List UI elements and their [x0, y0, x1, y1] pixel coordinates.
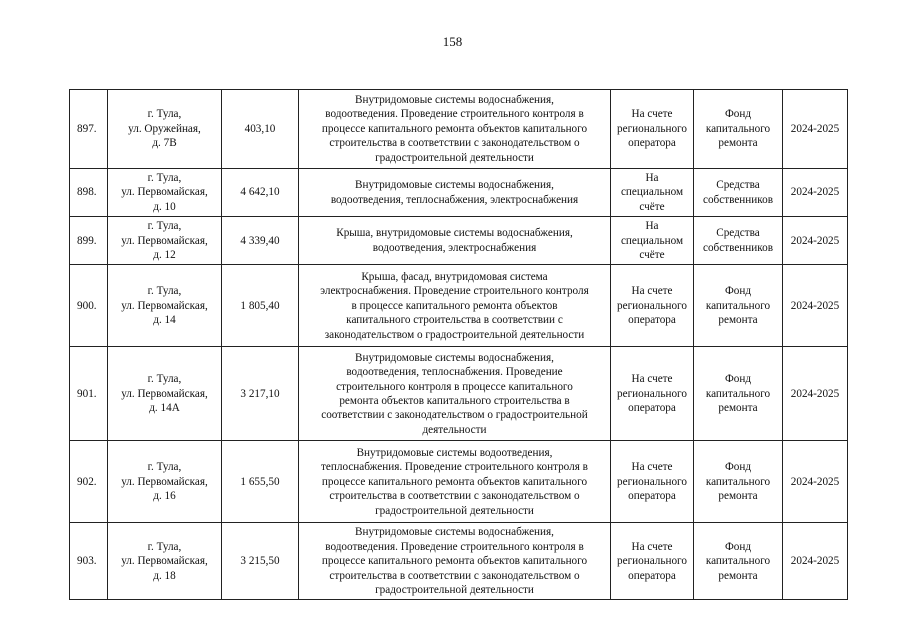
account-cell: [611, 441, 694, 523]
works-cell-line: процессе капитального ремонта объектов капитального: [321, 475, 588, 488]
account-cell-line: счёте: [639, 200, 665, 213]
period-cell: 2024-2025: [783, 523, 848, 600]
works-cell-line: законодательством о градостроительной деятельности: [324, 328, 585, 341]
works-cell-line: Внутридомовые системы водоснабжения,: [355, 526, 554, 539]
account-cell-line: На счете: [631, 373, 673, 386]
account-cell-line: оператора: [628, 137, 676, 150]
row-number: 903.: [70, 523, 108, 600]
funding-source-cell-line: капитального: [705, 555, 771, 568]
works-cell-line: Внутридомовые системы водоотведения,: [356, 446, 553, 459]
funding-source-cell-line: Фонд: [724, 373, 752, 386]
account-cell-line: специальном: [620, 234, 684, 247]
address-cell-line: г. Тула,: [147, 285, 182, 298]
works-cell-line: строительства в соответствии с законодательством о: [329, 137, 580, 150]
funding-source-cell: [694, 523, 783, 600]
table-row: [70, 265, 848, 347]
area-cell: 4 642,10: [222, 169, 299, 217]
address-cell: [108, 441, 222, 523]
works-cell-line: электроснабжения. Проведение строительного контроля: [320, 285, 589, 298]
address-cell-line: г. Тула,: [147, 461, 182, 474]
funding-source-cell-line: собственников: [703, 193, 773, 206]
account-cell: [611, 265, 694, 347]
works-cell-line: водоотведения, теплоснабжения. Проведение: [346, 366, 563, 379]
works-cell-line: строительства в соответствии с законодательством о: [329, 569, 580, 582]
account-cell-line: регионального: [617, 475, 687, 488]
funding-source-cell-line: капитального: [705, 475, 771, 488]
works-cell: [299, 217, 611, 265]
funding-source-cell-line: капитального: [705, 299, 771, 312]
works-cell: [299, 523, 611, 600]
funding-source-cell-line: ремонта: [718, 490, 758, 503]
address-cell-line: д. 12: [153, 249, 176, 262]
area-cell: 3 217,10: [222, 347, 299, 441]
address-cell-line: г. Тула,: [147, 220, 182, 233]
funding-source-cell-line: собственников: [703, 241, 773, 254]
works-cell-line: водоотведения. Проведение строительного контроля в: [325, 108, 584, 121]
account-cell: [611, 523, 694, 600]
area-cell: 1 805,40: [222, 265, 299, 347]
account-cell-line: специальном: [620, 186, 684, 199]
funding-source-cell-line: ремонта: [718, 137, 758, 150]
account-cell: [611, 347, 694, 441]
works-cell: [299, 347, 611, 441]
row-number: 901.: [70, 347, 108, 441]
funding-source-cell: [694, 441, 783, 523]
area-cell: 4 339,40: [222, 217, 299, 265]
address-cell-line: ул. Первомайская,: [121, 387, 208, 400]
works-cell-line: строительства в соответствии с законодательством о: [329, 490, 580, 503]
period-cell: 2024-2025: [783, 347, 848, 441]
address-cell-line: ул. Первомайская,: [121, 475, 208, 488]
account-cell-line: оператора: [628, 314, 676, 327]
row-number: 897.: [70, 90, 108, 169]
works-cell-line: капитального строительства в соответствии с: [346, 314, 563, 327]
account-cell-line: оператора: [628, 569, 676, 582]
period-cell: 2024-2025: [783, 90, 848, 169]
account-cell-line: На: [645, 172, 659, 184]
funding-source-cell-line: Фонд: [724, 285, 752, 298]
address-cell-line: ул. Первомайская,: [121, 234, 208, 247]
address-cell: [108, 169, 222, 217]
row-number: 900.: [70, 265, 108, 347]
funding-source-cell-line: Средства: [716, 179, 760, 192]
works-cell-line: Внутридомовые системы водоснабжения,: [355, 93, 554, 106]
row-number: 902.: [70, 441, 108, 523]
row-number: 899.: [70, 217, 108, 265]
table-row: [70, 169, 848, 217]
period-cell: 2024-2025: [783, 265, 848, 347]
repair-registry-table: [69, 89, 848, 600]
funding-source-cell-line: капитального: [705, 122, 771, 135]
works-cell-line: теплоснабжения. Проведение строительного контроля в: [321, 461, 588, 474]
address-cell: [108, 523, 222, 600]
funding-source-cell-line: ремонта: [718, 314, 758, 327]
account-cell: [611, 169, 694, 217]
funding-source-cell-line: капитального: [705, 387, 771, 400]
funding-source-cell: [694, 90, 783, 169]
works-cell-line: водоотведения, электроснабжения: [372, 241, 537, 254]
table-row: [70, 90, 848, 169]
address-cell-line: ул. Первомайская,: [121, 299, 208, 312]
works-cell-line: в процессе капитального ремонта объектов: [351, 299, 558, 312]
table-row: [70, 523, 848, 600]
account-cell-line: На счете: [631, 540, 673, 553]
funding-source-cell-line: Фонд: [724, 540, 752, 553]
address-cell-line: г. Тула,: [147, 373, 182, 386]
row-number: 898.: [70, 169, 108, 217]
account-cell-line: оператора: [628, 402, 676, 415]
works-cell: [299, 90, 611, 169]
works-cell-line: Крыша, внутридомовые системы водоснабжения,: [336, 227, 573, 240]
account-cell-line: регионального: [617, 299, 687, 312]
works-cell-line: градостроительной деятельности: [375, 151, 534, 164]
works-cell-line: Внутридомовые системы водоснабжения,: [355, 179, 554, 192]
address-cell-line: д. 10: [153, 200, 176, 213]
address-cell-line: ул. Оружейная,: [128, 122, 201, 135]
address-cell-line: д. 14: [153, 314, 176, 327]
works-cell-line: процессе капитального ремонта объектов капитального: [321, 122, 588, 135]
works-cell-line: градостроительной деятельности: [375, 584, 534, 597]
account-cell-line: На счете: [631, 461, 673, 474]
address-cell-line: д. 14А: [149, 402, 180, 415]
works-cell: [299, 169, 611, 217]
account-cell-line: На счете: [631, 285, 673, 298]
works-cell-line: процессе капитального ремонта объектов капитального: [321, 555, 588, 568]
funding-source-cell: [694, 347, 783, 441]
page-number: 158: [442, 34, 463, 49]
area-cell: 403,10: [222, 90, 299, 169]
works-cell-line: соответствии с законодательством о градостроительной: [321, 409, 588, 422]
account-cell: [611, 217, 694, 265]
account-cell-line: регионального: [617, 555, 687, 568]
address-cell-line: д. 7В: [152, 137, 177, 150]
table-body: [70, 90, 848, 600]
works-cell-line: ремонта объектов капитального строительства в: [339, 394, 570, 407]
address-cell-line: д. 18: [153, 569, 176, 582]
table-row: [70, 217, 848, 265]
account-cell-line: счёте: [639, 249, 665, 262]
area-cell: 1 655,50: [222, 441, 299, 523]
account-cell: [611, 90, 694, 169]
funding-source-cell: [694, 169, 783, 217]
address-cell: [108, 347, 222, 441]
table-row: [70, 441, 848, 523]
works-cell-line: строительного контроля в процессе капитального: [336, 380, 573, 393]
account-cell-line: На: [645, 220, 659, 233]
funding-source-cell-line: Фонд: [724, 108, 752, 121]
address-cell-line: г. Тула,: [147, 172, 182, 184]
funding-source-cell-line: ремонта: [718, 402, 758, 415]
works-cell: [299, 441, 611, 523]
account-cell-line: На счете: [631, 108, 673, 121]
address-cell: [108, 265, 222, 347]
funding-source-cell-line: Средства: [716, 227, 760, 240]
account-cell-line: оператора: [628, 490, 676, 503]
works-cell-line: градостроительной деятельности: [375, 504, 534, 517]
funding-source-cell: [694, 217, 783, 265]
address-cell-line: ул. Первомайская,: [121, 186, 208, 199]
address-cell: [108, 90, 222, 169]
address-cell-line: ул. Первомайская,: [121, 555, 208, 568]
works-cell-line: водоотведения, теплоснабжения, электроснабжения: [330, 193, 579, 206]
address-cell-line: г. Тула,: [147, 540, 182, 553]
works-cell-line: водоотведения. Проведение строительного контроля в: [325, 540, 584, 553]
period-cell: 2024-2025: [783, 217, 848, 265]
table-row: [70, 347, 848, 441]
funding-source-cell: [694, 265, 783, 347]
works-cell: [299, 265, 611, 347]
works-cell-line: Внутридомовые системы водоснабжения,: [355, 351, 554, 364]
account-cell-line: регионального: [617, 387, 687, 400]
period-cell: 2024-2025: [783, 441, 848, 523]
address-cell-line: д. 16: [153, 490, 176, 503]
area-cell: 3 215,50: [222, 523, 299, 600]
account-cell-line: регионального: [617, 122, 687, 135]
period-cell: 2024-2025: [783, 169, 848, 217]
address-cell: [108, 217, 222, 265]
works-cell-line: деятельности: [422, 423, 487, 436]
works-cell-line: Крыша, фасад, внутридомовая система: [361, 270, 548, 283]
funding-source-cell-line: ремонта: [718, 569, 758, 582]
funding-source-cell-line: Фонд: [724, 461, 752, 474]
address-cell-line: г. Тула,: [147, 108, 182, 121]
